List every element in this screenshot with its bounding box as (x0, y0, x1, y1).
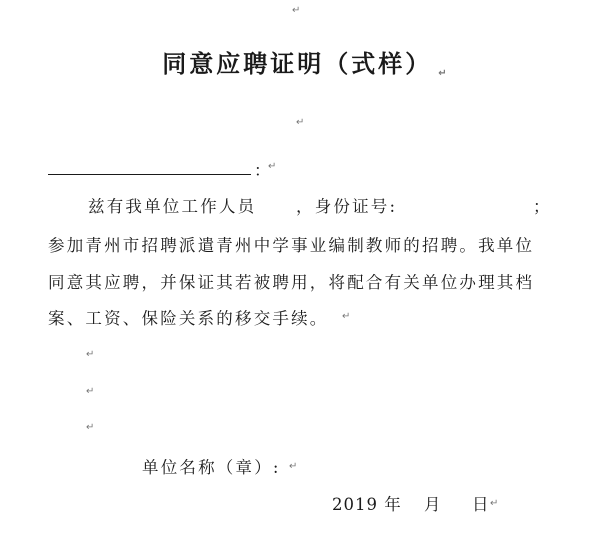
document-title (0, 44, 612, 79)
paragraph-mark: ↵ (438, 68, 450, 79)
addressee-blank (48, 174, 251, 175)
body-line-4: 案、工资、保险关系的移交手续。 (48, 309, 329, 328)
body-line-1a: 兹有我单位工作人员 (88, 197, 257, 216)
date-month: 月 (424, 495, 443, 514)
paragraph-mark: ↵ (86, 422, 95, 433)
paragraph-mark: ↵ (296, 117, 305, 128)
body-line-1c: ； (533, 197, 552, 216)
paragraph-mark: ↵ (86, 386, 95, 397)
paragraph-mark: ↵ (86, 349, 95, 360)
body-line-2: 参加青州市招聘派遣青州中学事业编制教师的招聘。我单位 (48, 236, 535, 255)
title-text: 同意应聘证明（式样） (162, 50, 433, 78)
date-year: 2019 年 (332, 495, 402, 514)
body-line-3: 同意其应聘，并保证其若被聘用，将配合有关单位办理其档 (48, 273, 535, 292)
paragraph-mark: ↵ (342, 311, 351, 322)
paragraph-mark: ↵ (289, 461, 298, 472)
body-line-1b: ，身份证号: (296, 197, 398, 216)
signature-label: 单位名称（章）: (142, 458, 281, 477)
date-day: 日 (472, 495, 491, 514)
paragraph-mark: ↵ (490, 498, 499, 509)
addressee-colon: ： (254, 161, 271, 180)
paragraph-mark: ↵ (268, 161, 277, 172)
paragraph-mark: ↵ (292, 5, 301, 16)
